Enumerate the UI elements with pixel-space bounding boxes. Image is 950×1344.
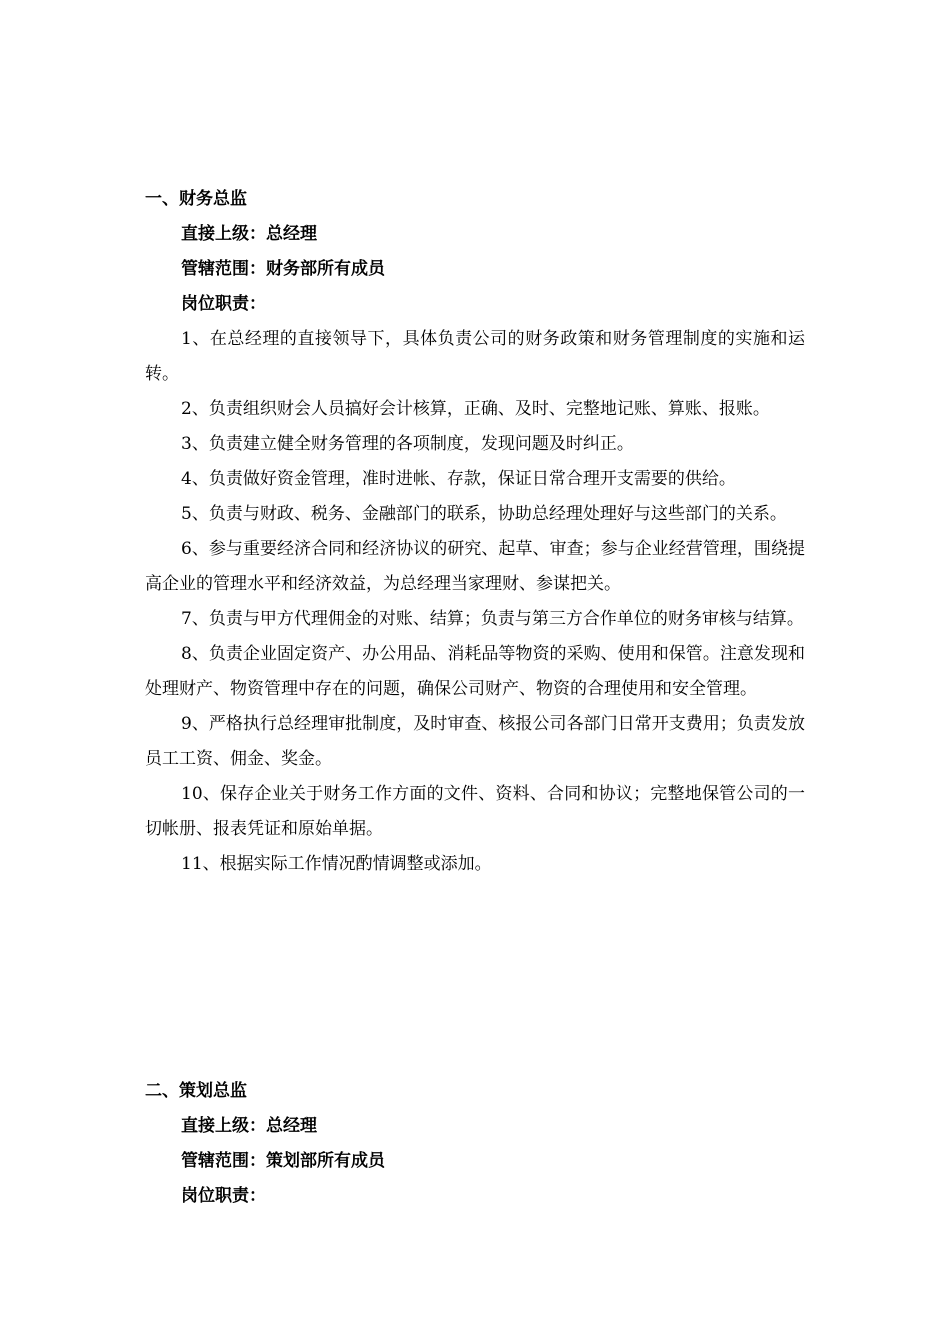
duty-item-4: 4、负责做好资金管理，准时进帐、存款，保证日常合理开支需要的供给。 (181, 469, 736, 489)
duty-item-7: 7、负责与甲方代理佣金的对账、结算；负责与第三方合作单位的财务审核与结算。 (181, 609, 804, 629)
duty-item-11: 11、根据实际工作情况酌情调整或添加。 (181, 854, 492, 874)
section-heading: 二、策划总监 (145, 1081, 247, 1101)
section-planning-director (145, 1074, 815, 1214)
jurisdiction-scope: 管辖范围：策划部所有成员 (181, 1151, 385, 1171)
duty-item-9: 9、严格执行总经理审批制度，及时审查、核报公司各部门日常开支费用；负责发放员工工资、佣金、奖金。 (145, 714, 805, 769)
duty-item-3: 3、负责建立健全财务管理的各项制度，发现问题及时纠正。 (181, 434, 634, 454)
duty-item-6: 6、参与重要经济合同和经济协议的研究、起草、审查；参与企业经营管理，围绕提高企业的管理水平和经济效益，为总经理当家理财、参谋把关。 (145, 539, 805, 594)
section-finance-director (145, 182, 815, 882)
duty-item-5: 5、负责与财政、税务、金融部门的联系，协助总经理处理好与这些部门的关系。 (181, 504, 787, 524)
duty-item-8: 8、负责企业固定资产、办公用品、消耗品等物资的采购、使用和保管。注意发现和处理财产、物资管理中存在的问题，确保公司财产、物资的合理使用和安全管理。 (145, 644, 805, 699)
duty-item-10: 10、保存企业关于财务工作方面的文件、资料、合同和协议；完整地保管公司的一切帐册、报表凭证和原始单据。 (145, 784, 805, 839)
duty-item-1: 1、在总经理的直接领导下，具体负责公司的财务政策和财务管理制度的实施和运转。 (145, 329, 805, 384)
jurisdiction-scope: 管辖范围：财务部所有成员 (181, 259, 385, 279)
duties-label: 岗位职责： (181, 294, 266, 314)
direct-superior: 直接上级：总经理 (181, 1116, 317, 1136)
direct-superior: 直接上级：总经理 (181, 224, 317, 244)
duty-item-2: 2、负责组织财会人员搞好会计核算，正确、及时、完整地记账、算账、报账。 (181, 399, 770, 419)
section-heading: 一、财务总监 (145, 189, 247, 209)
duties-label: 岗位职责： (181, 1186, 266, 1206)
